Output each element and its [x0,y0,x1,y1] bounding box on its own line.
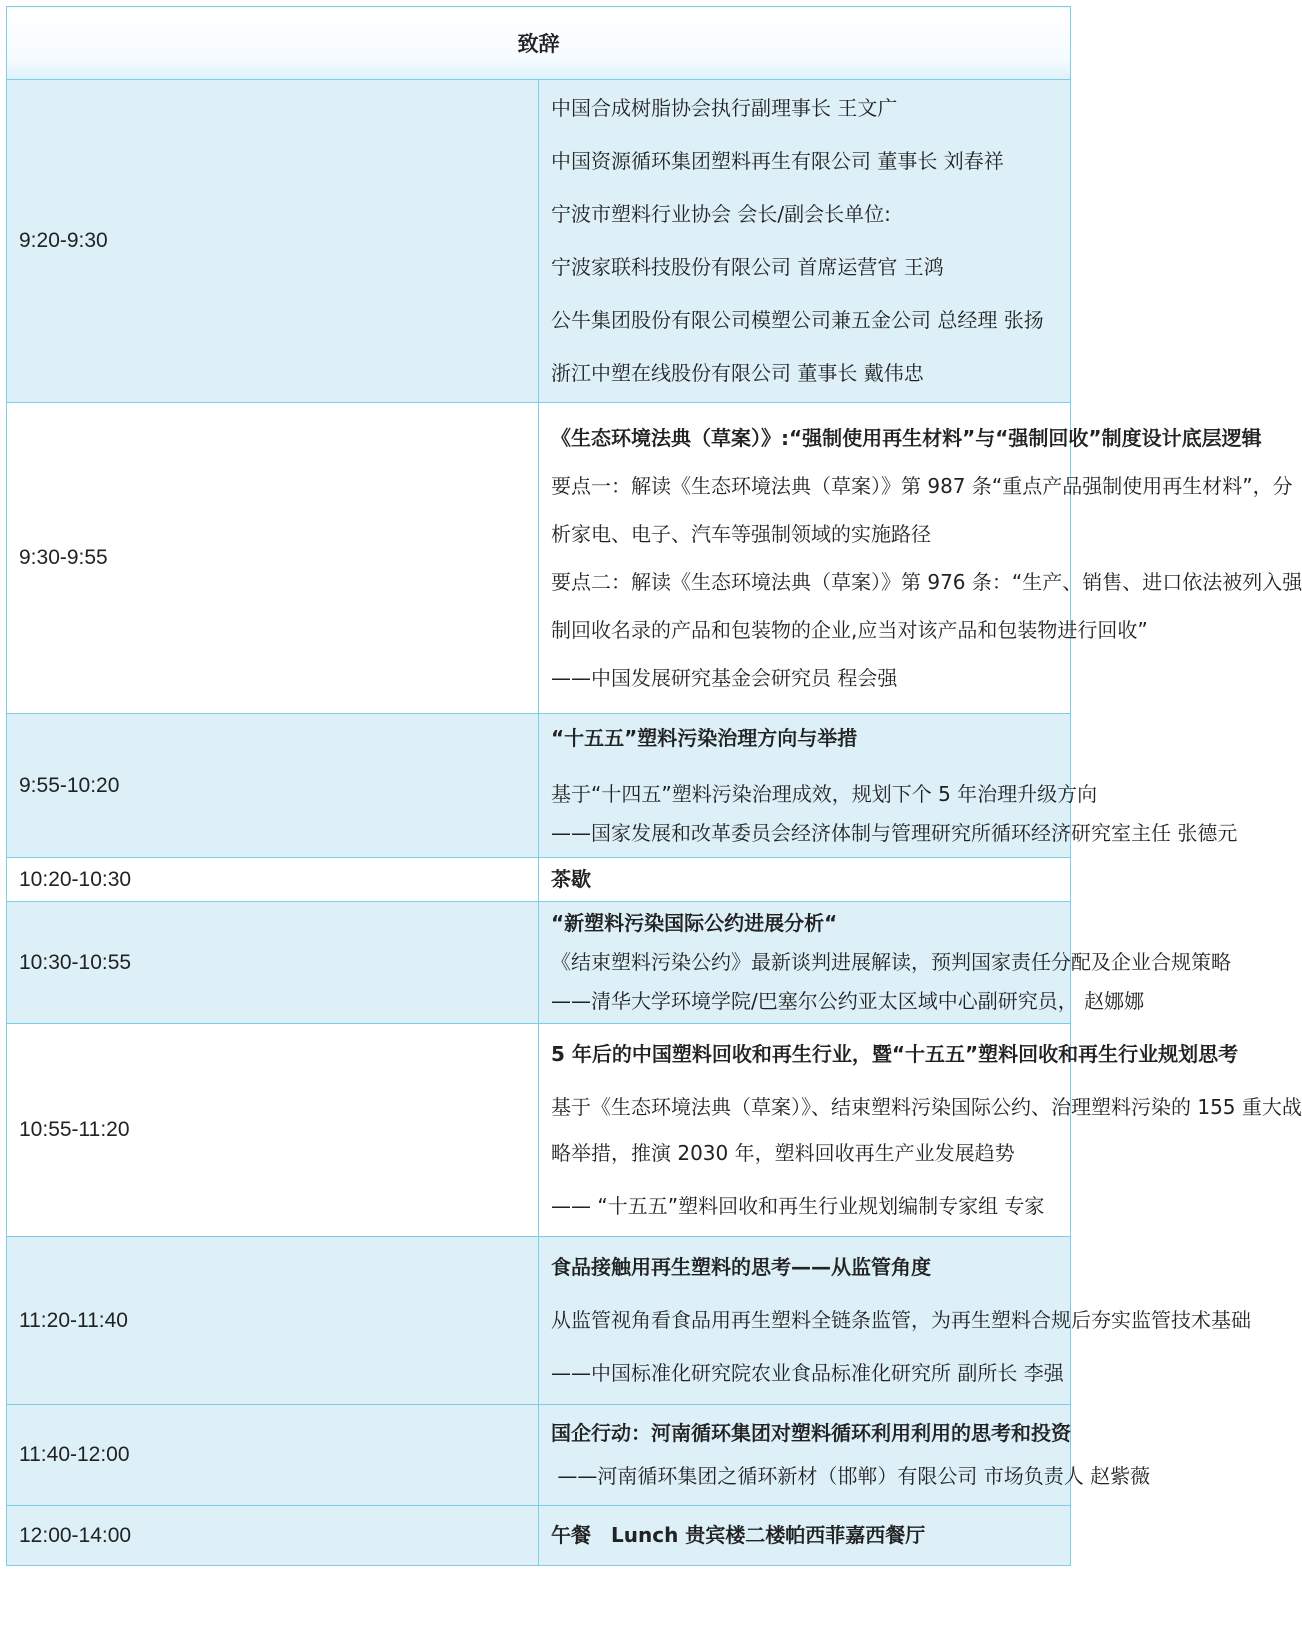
session-time: 11:20-11:40 [7,1237,539,1405]
session-title: 食品接触用再生塑料的思考——从监管角度 [551,1255,931,1279]
header-row [7,7,1071,80]
session-title: 国企行动：河南循环集团对塑料循环利用利用的思考和投资 [551,1421,1071,1445]
session-time: 9:55-10:20 [7,714,539,858]
speaker-line: ——国家发展和改革委员会经济体制与管理研究所循环经济研究室主任 张德元 [551,820,1238,845]
session-title: “十五五”塑料污染治理方向与举措 [551,725,858,750]
session-row [7,1237,1071,1405]
session-line: 略举措，推演 2030 年，塑料回收再生产业发展趋势 [551,1140,1015,1165]
session-row [7,1405,1071,1506]
session-time: 10:55-11:20 [7,1024,539,1237]
speaker-line: ——中国标准化研究院农业食品标准化研究所 副所长 李强 [551,1361,1064,1385]
session-content [539,858,1071,902]
section-header: 致辞 [7,7,1071,80]
session-line: 要点二：解读《生态环境法典（草案）》第 976 条：“生产、销售、进口依法被列入强 [551,569,1302,594]
speaker-line: ——中国发展研究基金会研究员 程会强 [551,665,898,690]
session-row [7,1506,1071,1566]
session-line: 要点一：解读《生态环境法典（草案）》第 987 条“重点产品强制使用再生材料”，分 [551,473,1293,498]
session-line: 《结束塑料污染公约》最新谈判进展解读，预判国家责任分配及企业合规策略 [551,950,1231,974]
session-time: 12:00-14:00 [7,1506,539,1566]
session-row [7,403,1071,714]
session-content [539,403,1302,714]
session-row [7,1024,1071,1237]
session-line: 制回收名录的产品和包装物的企业,应当对该产品和包装物进行回收” [551,617,1148,642]
session-time: 9:30-9:55 [7,403,539,714]
break-title: 茶歇 [551,867,591,891]
session-time: 10:20-10:30 [7,858,539,902]
session-content [539,1405,1151,1506]
session-content [539,714,1238,858]
session-row [7,858,1071,902]
session-title: 《生态环境法典（草案）》:“强制使用再生材料”与“强制回收”制度设计底层逻辑 [551,425,1262,450]
speaker-line: ——清华大学环境学院/巴塞尔公约亚太区域中心副研究员， 赵娜娜 [551,989,1145,1013]
session-time: 10:30-10:55 [7,902,539,1024]
session-title: 5 年后的中国塑料回收和再生行业，暨“十五五”塑料回收和再生行业规划思考 [551,1041,1239,1066]
speaker-line: 中国资源循环集团塑料再生有限公司 董事长 刘春祥 [551,149,1004,173]
session-time: 11:40-12:00 [7,1405,539,1506]
agenda-table [6,6,1302,1566]
session-line: 从监管视角看食品用再生塑料全链条监管，为再生塑料合规后夯实监管技术基础 [551,1308,1251,1332]
session-line: 析家电、电子、汽车等强制领域的实施路径 [551,521,931,546]
session-time: 9:20-9:30 [7,80,539,403]
session-content [539,1237,1251,1405]
session-title: “新塑料污染国际公约进展分析“ [551,911,838,935]
session-content [539,80,1071,403]
speaker-line: —— “十五五”塑料回收和再生行业规划编制专家组 专家 [551,1193,1045,1218]
session-content [539,1024,1302,1237]
session-row [7,902,1071,1024]
speaker-line: 浙江中塑在线股份有限公司 董事长 戴伟忠 [551,361,924,385]
speaker-line: 宁波市塑料行业协会 会长/副会长单位: [551,202,891,226]
session-row [7,714,1071,858]
session-content [539,902,1231,1024]
lunch-title: 午餐 Lunch 贵宾楼二楼帕西菲嘉西餐厅 [551,1523,926,1547]
session-line: 基于“十四五”塑料污染治理成效，规划下个 5 年治理升级方向 [551,781,1098,806]
session-line: 基于《生态环境法典（草案）》、结束塑料污染国际公约、治理塑料污染的 155 重大战 [551,1094,1302,1119]
session-content [539,1506,1071,1566]
speaker-line: 公牛集团股份有限公司模塑公司兼五金公司 总经理 张扬 [551,308,1044,332]
speaker-line: ——河南循环集团之循环新材（邯郸）有限公司 市场负责人 赵紫薇 [551,1464,1151,1488]
speaker-line: 中国合成树脂协会执行副理事长 王文广 [551,96,898,120]
speaker-line: 宁波家联科技股份有限公司 首席运营官 王鸿 [551,255,944,279]
session-row [7,80,1071,403]
